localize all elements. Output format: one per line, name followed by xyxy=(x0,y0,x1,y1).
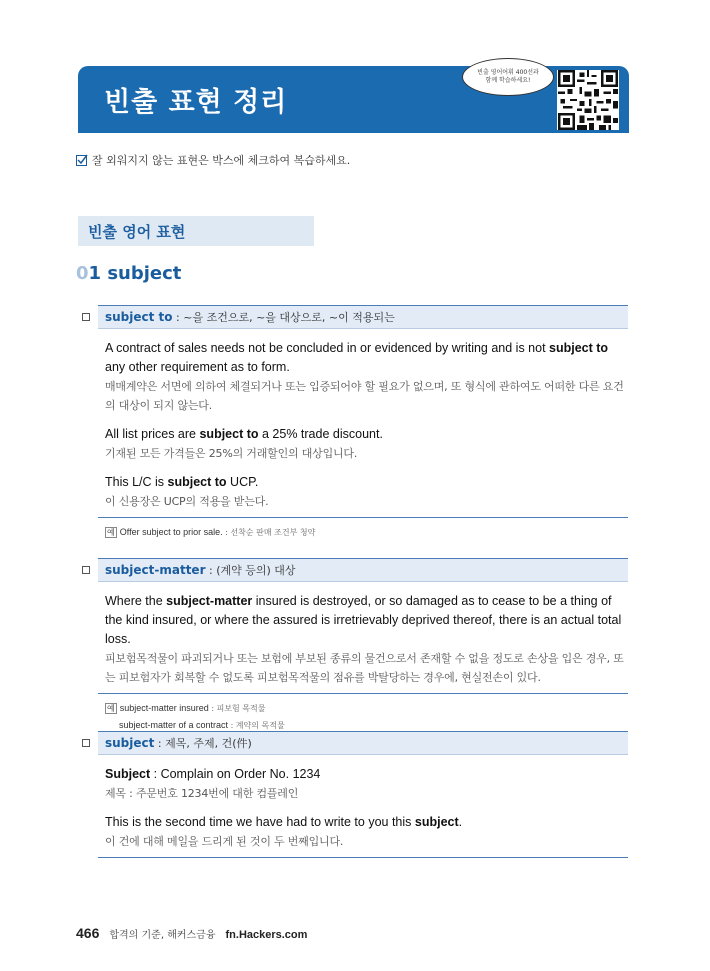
entry-subject xyxy=(98,731,628,858)
checkbox-icon xyxy=(76,154,88,166)
entry-term: subject-matter xyxy=(105,563,206,577)
section-header: 빈출 영어 표현 xyxy=(78,216,314,246)
page-title: 빈출 표현 정리 xyxy=(104,87,288,118)
entry-subject-to xyxy=(98,305,628,541)
usage-example: 예 subject-matter insured : 피보험 목적물 subject-matter of a contract : 계약의 목적물 xyxy=(107,703,285,730)
entry-subject-matter xyxy=(98,558,628,734)
entry-term: subject to xyxy=(105,310,173,324)
example-en: This L/C is subject to UCP. xyxy=(105,475,259,489)
example-ko: 제목 : 주문번호 1234번에 대한 컴플레인 xyxy=(105,787,299,800)
instruction-text: 잘 외워지지 않는 표현은 박스에 체크하여 복습하세요. xyxy=(92,154,351,167)
entry-meaning: : 제목, 주제, 건(件) xyxy=(154,737,252,750)
instruction xyxy=(76,152,350,168)
example-en: Where the subject-matter insured is destroyed, or so damaged as to cease to be a thing of the kind insured, or where the assured is irretrievably deprived thereof, there is an actual total loss. xyxy=(105,594,622,646)
example-ko: 이 신용장은 UCP의 적용을 받는다. xyxy=(105,495,269,508)
qr-code-icon[interactable] xyxy=(557,70,619,130)
example-ko: 기재된 모든 가격들은 25%의 거래할인의 대상입니다. xyxy=(105,447,358,460)
subsection-term: subject xyxy=(107,263,182,284)
entry-meaning: : (계약 등의) 대상 xyxy=(205,564,296,577)
page-footer xyxy=(76,925,307,941)
review-checkbox[interactable] xyxy=(82,313,90,321)
entry-meaning: : ~을 조건으로, ~을 대상으로, ~이 적용되는 xyxy=(172,311,395,324)
example-ko: 피보험목적물이 파괴되거나 또는 보험에 부보된 종류의 물건으로서 존재할 수 없을 정도로 손상을 입은 경우, 또는 피보험자가 회복할 수 없도록 피보험목적물의 점유를 박탈당하는 경우에, 현실전손이 있다. xyxy=(105,652,624,684)
entry-term: subject xyxy=(105,736,155,750)
subsection-number-light: 0 xyxy=(76,263,89,284)
footer-slogan: 합격의 기준, 해커스금융 xyxy=(109,930,216,941)
page-number: 466 xyxy=(76,925,100,941)
bubble-line-1: 빈출 영어어휘 400선과 xyxy=(477,69,539,76)
subsection-number: 1 xyxy=(88,263,102,284)
entry-heading xyxy=(98,732,628,755)
example-en: All list prices are subject to a 25% trade discount. xyxy=(105,427,383,441)
entry-examples xyxy=(98,329,628,518)
entry-examples xyxy=(98,755,628,858)
bubble-line-2: 함께 학습하세요! xyxy=(485,77,531,84)
subsection-title xyxy=(76,263,181,284)
example-ko: 이 건에 대해 메일을 드리게 된 것이 두 번째입니다. xyxy=(105,835,344,848)
example-mark: 예 xyxy=(107,528,115,537)
speech-bubble xyxy=(462,58,554,96)
example-mark: 예 xyxy=(107,704,115,713)
example-ko: 매매계약은 서면에 의하여 체결되거나 또는 입증되어야 할 필요가 없으며, 또 형식에 관하여도 어떠한 다른 요건의 대상이 되지 않는다. xyxy=(105,380,624,412)
review-checkbox[interactable] xyxy=(82,739,90,747)
entry-heading xyxy=(98,306,628,329)
example-en: Subject : Complain on Order No. 1234 xyxy=(105,767,321,781)
entry-examples xyxy=(98,582,628,694)
usage-example: 예 Offer subject to prior sale. : 선착순 판매 조건부 청약 xyxy=(107,527,316,537)
entry-heading xyxy=(98,559,628,582)
example-en: A contract of sales needs not be concluded in or evidenced by writing and is not subject to any other requirement as to form. xyxy=(105,341,609,374)
review-checkbox[interactable] xyxy=(82,566,90,574)
footer-url[interactable]: fn.Hackers.com xyxy=(225,929,308,941)
example-en: This is the second time we have had to write to you this subject. xyxy=(105,815,463,829)
